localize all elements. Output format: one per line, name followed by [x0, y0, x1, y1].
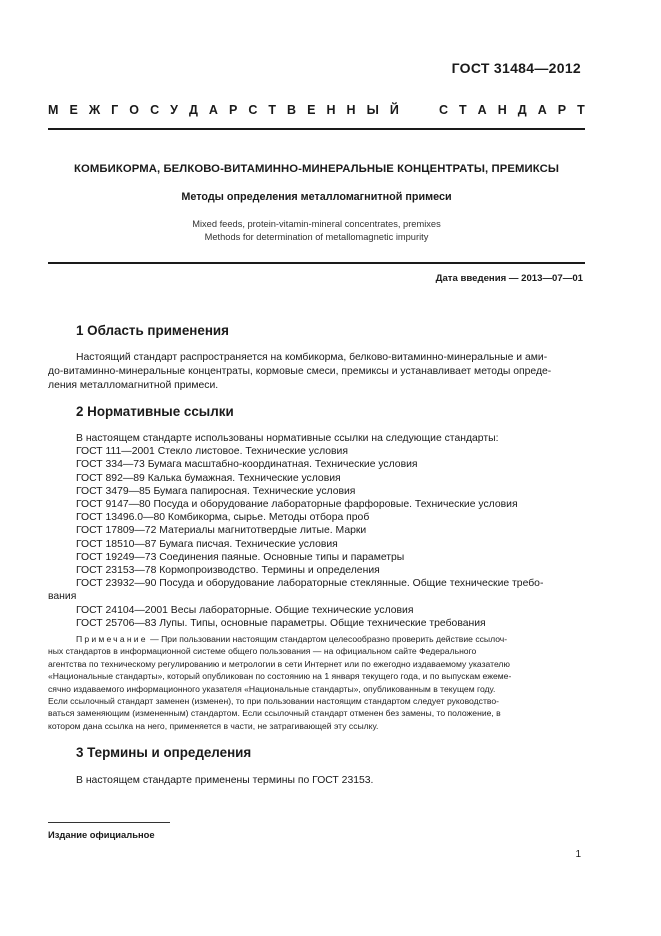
banner-letter: Н	[326, 103, 336, 117]
reference-item: ГОСТ 23153—78 Кормопроизводство. Термины и определения	[76, 565, 380, 577]
document-title: КОМБИКОРМА, БЕЛКОВО-ВИТАМИННО-МИНЕРАЛЬНЫЕ КОНЦЕНТРАТЫ, ПРЕМИКСЫ	[74, 163, 559, 175]
title-divider	[48, 262, 585, 264]
english-title-line-1: Mixed feeds, protein-vitamin-mineral concentrates, premixes	[192, 219, 441, 229]
banner-letter: О	[129, 103, 140, 117]
reference-item: ГОСТ 23932—90 Посуда и оборудование лабораторные стеклянные. Общие технические требо-	[76, 578, 544, 590]
text-line: ления металломагнитной примеси.	[48, 380, 219, 391]
reference-continuation: вания	[48, 591, 77, 603]
note-line: сячно издаваемого информационного указателя «Национальные стандарты», опубликованным в текущем году.	[48, 683, 496, 694]
text-line: Настоящий стандарт распространяется на комбикорма, белково-витаминно-минеральные и ами-	[76, 352, 548, 363]
official-edition-label: Издание официальное	[48, 829, 155, 840]
section-1-heading: 1 Область применения	[76, 323, 229, 338]
introduction-date: Дата введения — 2013—07—01	[435, 273, 583, 284]
banner-letter: Р	[228, 103, 238, 117]
reference-item: ГОСТ 13496.0—80 Комбикорма, сырье. Методы отбора проб	[76, 512, 370, 524]
note-label: Примечание	[76, 634, 148, 644]
note-block	[48, 633, 585, 732]
document-number: ГОСТ 31484—2012	[451, 60, 581, 76]
banner-letter: Н	[346, 103, 356, 117]
section-1-text	[48, 351, 582, 393]
banner-letter: Т	[459, 103, 467, 117]
section-2-heading: 2 Нормативные ссылки	[76, 404, 234, 419]
banner-letter: Ж	[88, 103, 101, 117]
reference-item: ГОСТ 24104—2001 Весы лабораторные. Общие технические условия	[76, 604, 414, 616]
note-first-line	[48, 633, 585, 645]
banner-letter: Р	[557, 103, 567, 117]
section-3-heading: 3 Термины и определения	[76, 745, 252, 760]
footer-divider	[48, 822, 170, 823]
banner-letter: Е	[307, 103, 316, 117]
note-line: ваться заменяющим (измененным) стандартом. Если ссылочный стандарт отменен без замены, то положение, в	[48, 708, 501, 719]
note-line: ных стандартов в информационной системе общего пользования — на официальном сайте Федерального	[48, 646, 477, 657]
note-line: Если ссылочный стандарт заменен (изменен), то при пользовании настоящим стандартом следует руководство-	[48, 696, 499, 707]
banner-letter: Г	[111, 103, 119, 117]
banner-letter: Д	[517, 103, 527, 117]
reference-item: ГОСТ 17809—72 Материалы магнитотвердые литые. Марки	[76, 525, 367, 537]
banner-letter: А	[537, 103, 547, 117]
reference-item: ГОСТ 9147—80 Посуда и оборудование лабораторные фарфоровые. Технические условия	[76, 499, 518, 511]
note-line: агентства по техническому регулированию и метрологии в сети Интернет или по ежегодно издаваемому указателю	[48, 658, 510, 669]
banner-letter: М	[48, 103, 59, 117]
document-subtitle: Методы определения металломагнитной примеси	[181, 191, 452, 203]
note-text: — При пользовании настоящим стандартом целесообразно проверить действие ссылоч-	[147, 634, 508, 644]
banner-letter: Т	[577, 103, 585, 117]
reference-item: ГОСТ 892—89 Калька бумажная. Технические условия	[76, 472, 341, 484]
reference-item: ГОСТ 3479—85 Бумага папиросная. Технические условия	[76, 485, 356, 497]
banner-letter: С	[438, 103, 448, 117]
banner-letter: В	[287, 103, 297, 117]
banner-letter: Ы	[366, 103, 379, 117]
references-intro: В настоящем стандарте использованы нормативные ссылки на следующие стандарты:	[76, 433, 499, 444]
banner-letter: У	[170, 103, 178, 117]
banner-letter: С	[150, 103, 160, 117]
header-divider	[48, 128, 585, 130]
normative-references-list	[48, 432, 586, 630]
banner-letter: А	[477, 103, 487, 117]
banner-letter: Е	[69, 103, 78, 117]
banner-gap	[410, 103, 428, 117]
banner-letter: С	[248, 103, 258, 117]
interstate-standard-banner	[48, 103, 585, 117]
banner-letter: Д	[188, 103, 198, 117]
text-line: до-витаминно-минеральные концентраты, кормовые смеси, премиксы и устанавливает методы опреде-	[48, 366, 552, 377]
note-line: котором дана ссылка на него, применяется в части, не затрагивающей эту ссылку.	[48, 720, 379, 731]
english-title-line-2: Methods for determination of metallomagnetic impurity	[204, 232, 429, 242]
banner-letter: Т	[268, 103, 277, 117]
section-3-text: В настоящем стандарте применены термины по ГОСТ 23153.	[76, 775, 374, 786]
note-line: «Национальные стандарты», который опубликован по состоянию на 1 января текущего года, и по выпускам ежеме-	[48, 671, 512, 682]
banner-letter: Н	[497, 103, 507, 117]
reference-item: ГОСТ 111—2001 Стекло листовое. Технические условия	[76, 446, 348, 458]
reference-item: ГОСТ 19249—73 Соединения паяные. Основные типы и параметры	[76, 551, 405, 563]
reference-item: ГОСТ 25706—83 Лупы. Типы, основные параметры. Общие технические требования	[76, 617, 486, 629]
reference-item: ГОСТ 334—73 Бумага масштабно-координатная. Технические условия	[76, 459, 418, 471]
page-number: 1	[575, 849, 581, 860]
reference-item: ГОСТ 18510—87 Бумага писчая. Технические условия	[76, 538, 338, 550]
banner-letter: А	[208, 103, 218, 117]
banner-letter: Й	[389, 103, 399, 117]
